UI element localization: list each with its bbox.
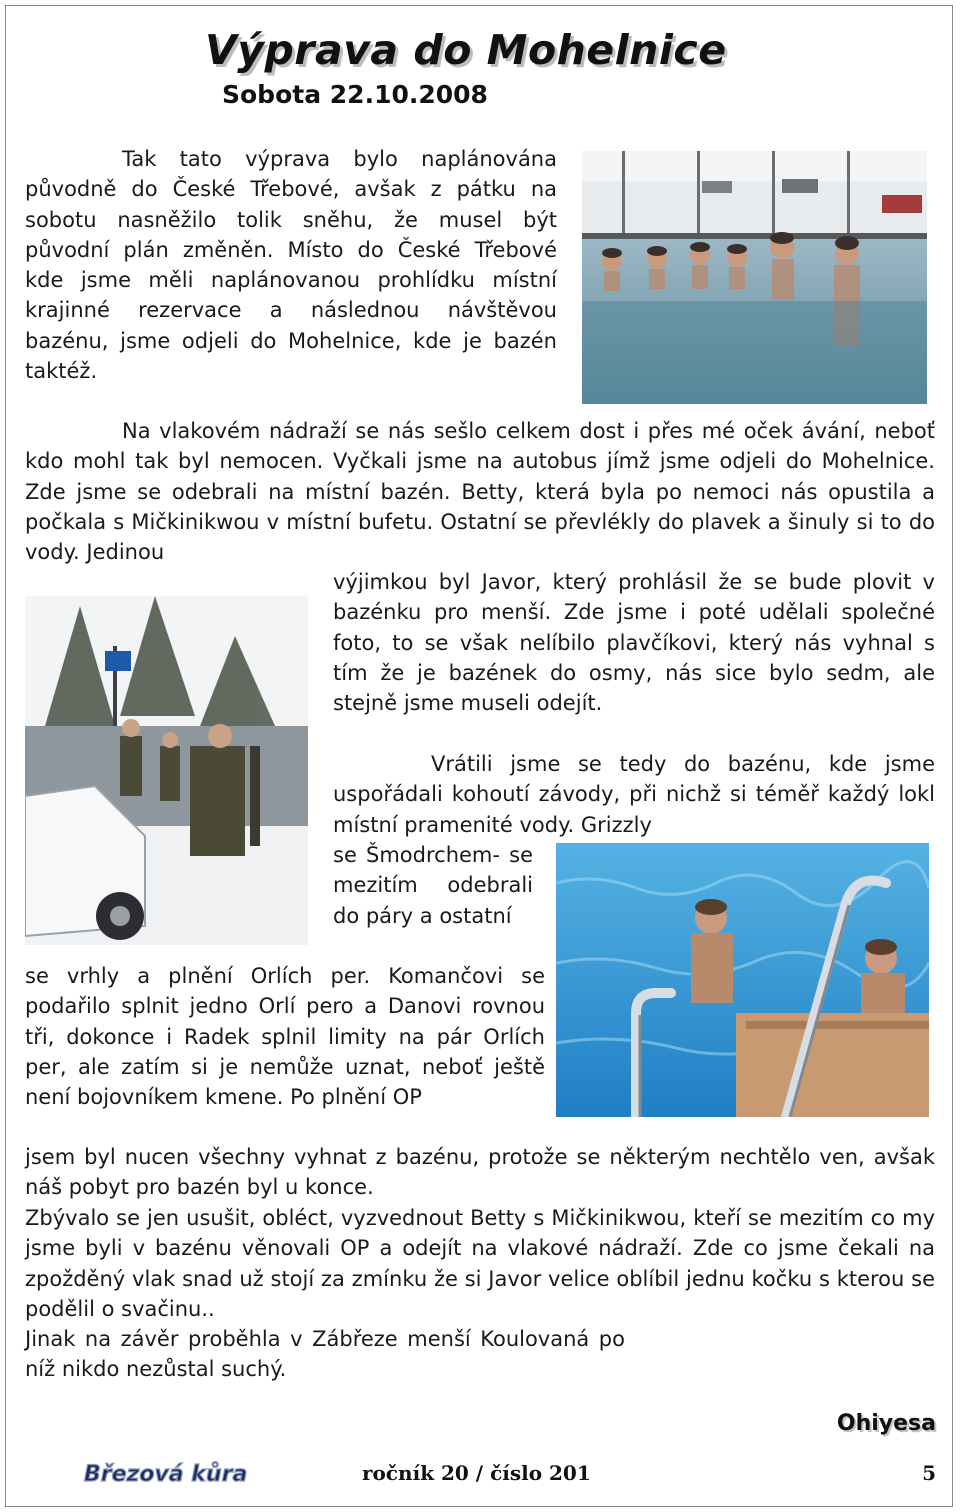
paragraph-eagle-feathers: se vrhly a plnění Orlích per. Komančovi se podařilo splnit jedno Orlí pero a Danovi rovnou tři, dokonce i Radek splnil limity na pár Orlích per, ale zatím si je nemůže uznat, neboť ještě není bojovníkem kmene. Po plnění OP bbox=[25, 964, 545, 1110]
paragraph-races: Vrátili jsme se tedy do bazénu, kde jsme uspořádali kohoutí závody, při nichž si téměř každý lokl místní pramenité vody. Grizzly bbox=[333, 752, 935, 837]
article-date: Sobota 22.10.2008 bbox=[222, 80, 488, 109]
article-title: Výprava do Mohelnice bbox=[205, 26, 727, 74]
newsletter-logo-text: Březová kůra bbox=[84, 1462, 248, 1487]
paragraph-snowball-fight: Jinak na závěr proběhla v Zábřeze menší Koulovaná po níž nikdo nezůstal suchý. bbox=[25, 1327, 625, 1382]
newsletter-logo bbox=[82, 1458, 266, 1488]
paragraph-sauna: se Šmodrchem- se mezitím odebrali do páry a ostatní bbox=[333, 843, 533, 928]
paragraph-small-pool: výjimkou byl Javor, který prohlásil že se bude plovit v bazénku pro menší. Zde jsme i poté udělali společné foto, to se však nelíbilo plavčíkovi, který nás vyhnal s tím že je bazének do osmy, nás sice bylo sedm, ale stejně jsme museli odejít. bbox=[333, 570, 935, 716]
page-number: 5 bbox=[922, 1461, 936, 1485]
snowball-street-photo bbox=[25, 596, 308, 945]
pool-group-photo bbox=[582, 151, 927, 404]
paragraph-intro: Tak tato výprava bylo naplánována původně do České Třebové, avšak z pátku na sobotu nasněžilo tolik sněhu, že musel být původní plán změněn. Místo do České Třebové kde jsme měli naplánovanou prohlídku místní krajinné rezervace a následnou návštěvou bazénu, jsme odjeli do Mohelnice, kde je bazén taktéž. bbox=[25, 147, 557, 384]
paragraph-train-home: Zbývalo se jen usušit, obléct, vyzvednout Betty s Mičkinikwou, kteří se mezitím co my jsme byli v bazénu věnovali OP a odejít na vlakové nádraží. Zde co jsme čekali na zpožděný vlak snad už stojí za zmínku že si Javor velice oblíbil jednu kočku s kterou se podělil o svačinu.. bbox=[25, 1206, 935, 1321]
article-author: Ohiyesa bbox=[836, 1411, 936, 1436]
paragraph-leaving-pool: jsem byl nucen všechny vyhnat z bazénu, protože se některým nechtělo ven, avšak náš pobyt pro bazén byl u konce. bbox=[25, 1145, 935, 1200]
pool-ladder-photo bbox=[556, 843, 929, 1117]
issue-number: ročník 20 / číslo 201 bbox=[362, 1461, 591, 1485]
paragraph-train-station: Na vlakovém nádraží se nás sešlo celkem dost i přes mé oček ávání, neboť kdo mohl tak byl nemocen. Vyčkali jsme na autobus jímž jsme odjeli do Mohelnice. Zde jsme se odebrali na místní bazén. Betty, která byla po nemoci nás opustila a počkala s Mičkinikwou v místní bufetu. Ostatní se převlékly do plavek a šinuly si to do vody. Jedinou bbox=[25, 419, 935, 565]
